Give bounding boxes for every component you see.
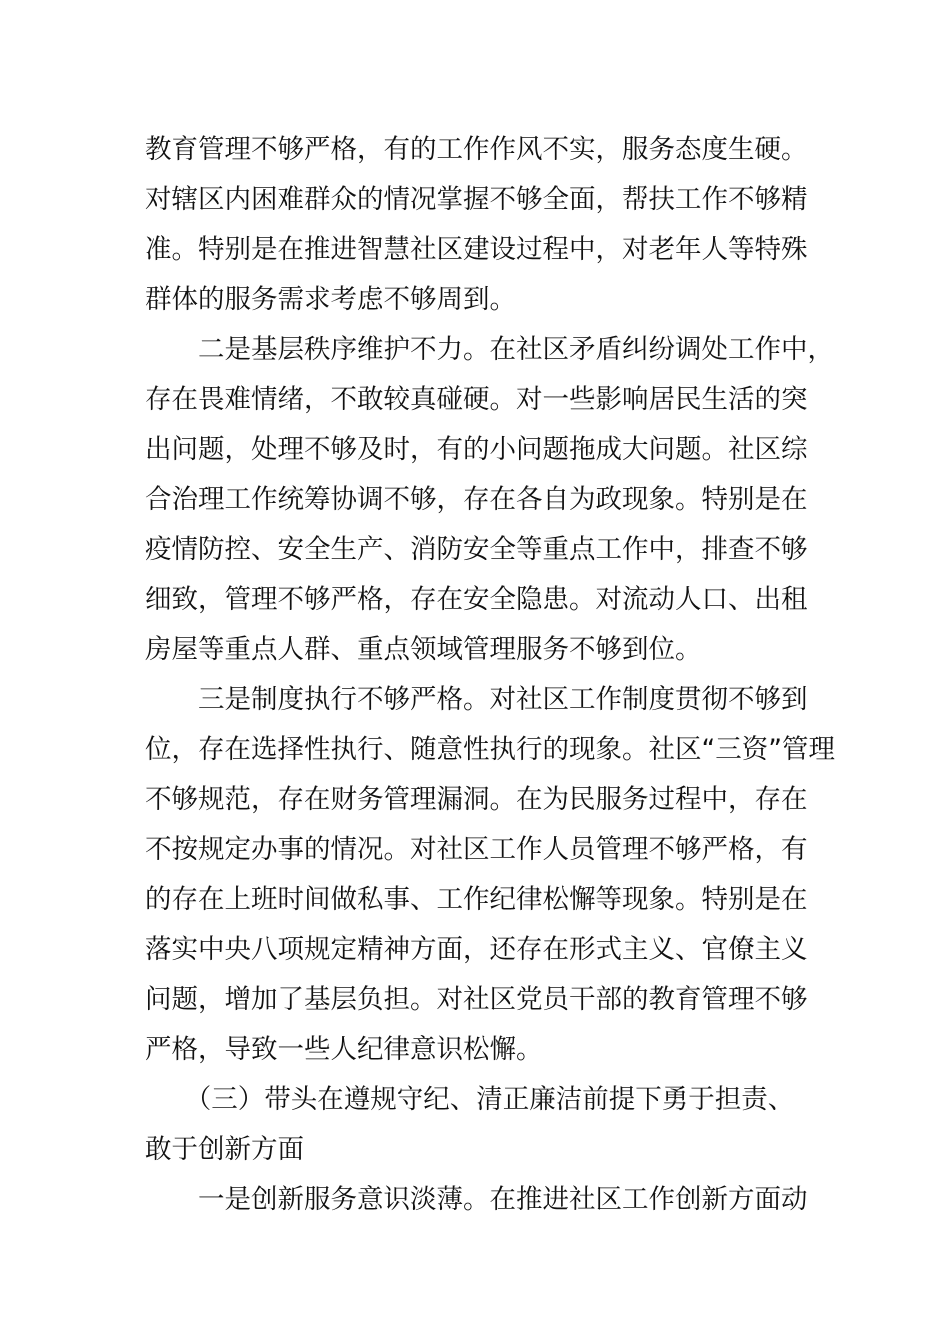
text-line: 严格，导致一些人纪律意识松懈。 [145,1034,543,1065]
text-line: 准。特别是在推进智慧社区建设过程中，对老年人等特殊 [145,234,808,265]
text-line: 房屋等重点人群、重点领域管理服务不够到位。 [145,634,702,665]
text-line: 不够规范，存在财务管理漏洞。在为民服务过程中，存在 [145,784,808,815]
text-line: 三是制度执行不够严格。对社区工作制度贯彻不够到 [145,684,808,715]
text-line: 的存在上班时间做私事、工作纪律松懈等现象。特别是在 [145,884,808,915]
text-line: 一是创新服务意识淡薄。在推进社区工作创新方面动 [145,1184,808,1215]
text-line: 问题，增加了基层负担。对社区党员干部的教育管理不够 [145,984,808,1015]
text-line: 位，存在选择性执行、随意性执行的现象。社区“三资”管理 [145,734,835,765]
text-line: 细致，管理不够严格，存在安全隐患。对流动人口、出租 [145,584,808,615]
text-line: 合治理工作统筹协调不够，存在各自为政现象。特别是在 [145,484,808,515]
text-line: 不按规定办事的情况。对社区工作人员管理不够严格，有 [145,834,808,865]
section-heading-line: 敢于创新方面 [145,1134,304,1165]
text-line: 落实中央八项规定精神方面，还存在形式主义、官僚主义 [145,934,808,965]
text-line: 二是基层秩序维护不力。在社区矛盾纠纷调处工作中， [145,334,834,365]
section-heading-line: （三）带头在遵规守纪、清正廉洁前提下勇于担责、 [145,1084,795,1115]
text-line: 存在畏难情绪，不敢较真碰硬。对一些影响居民生活的突 [145,384,808,415]
document-body [145,125,835,1225]
text-line: 疫情防控、安全生产、消防安全等重点工作中，排查不够 [145,534,808,565]
text-line: 教育管理不够严格，有的工作作风不实，服务态度生硬。 [145,134,808,165]
text-line: 出问题，处理不够及时，有的小问题拖成大问题。社区综 [145,434,808,465]
text-line: 群体的服务需求考虑不够周到。 [145,284,516,315]
text-line: 对辖区内困难群众的情况掌握不够全面，帮扶工作不够精 [145,184,808,215]
